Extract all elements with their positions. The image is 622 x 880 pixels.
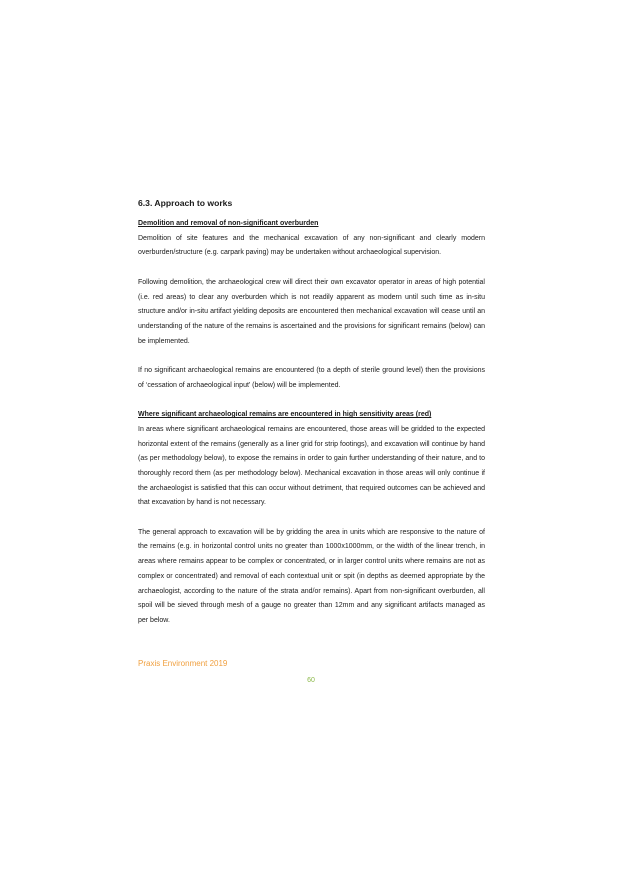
paragraph-gap [138,393,485,408]
paragraph-demolition: Demolition of site features and the mechanical excavation of any non-significant and clearly modern overburden/structure (e.g. carpark paving) may be undertaken without archaeological supervision. [138,234,485,257]
paragraph-following-demolition: Following demolition, the archaeological crew will direct their own excavator operator in areas of high potential (i.e. red areas) to clear any overburden which is not readily apparent as modern until such time as in-situ structure and/or in-situ artifact yielding deposits are encountered then mechanical excavation will cease until an understanding of the nature of the remains is ascertained and the provisions for significant remains (below) can be implemented. [138,278,485,345]
paragraph-significant-remains: In areas where significant archaeological remains are encountered, those areas will be gridded to the expected horizontal extent of the remains (generally as a liner grid for strip footings), and excavation will continue by hand (as per methodology below), to expose the remains in order to gain further understanding of their nature, and to thoroughly record them (as per methodology below). Mechanical excavation in those areas will only continue if the archaeologist is satisfied that this can occur without detriment, that required outcomes can be achieved and that excavation by hand is not necessary. [138,425,485,507]
page-number: 60 [307,677,315,684]
subheading-significant-remains: Where significant archaeological remains are encountered in high sensitivity areas (red) [138,411,432,419]
paragraph-no-remains: If no significant archaeological remains are encountered (to a depth of sterile ground level) then the provisions of ‘cessation of archaeological input’ (below) will be implemented. [138,367,485,389]
section-heading: 6.3. Approach to works [138,198,233,208]
footer-organisation: Praxis Environment 2019 [138,659,228,668]
paragraph-gap [138,261,485,276]
paragraph-gap [138,511,485,526]
paragraph-gap [138,349,485,364]
section-content [138,197,485,629]
paragraph-general-approach: The general approach to excavation will be by gridding the area in units which are responsive to the nature of the remains (e.g. in horizontal control units no greater than 1000x1000mm, or the width of the linear trench, in areas where remains appear to be complex or concentrated, or in larger control units where remains are not as complex or concentrated) and removal of each contextual unit or spit (in depths as deemed appropriate by the archaeologist, according to the nature of the strata and/or remains). Apart from non-significant overburden, all spoil will be sieved through mesh of a gauge no greater than 12mm and any significant artifacts managed as per below. [138,528,485,624]
subheading-demolition: Demolition and removal of non-significant overburden [138,220,319,227]
